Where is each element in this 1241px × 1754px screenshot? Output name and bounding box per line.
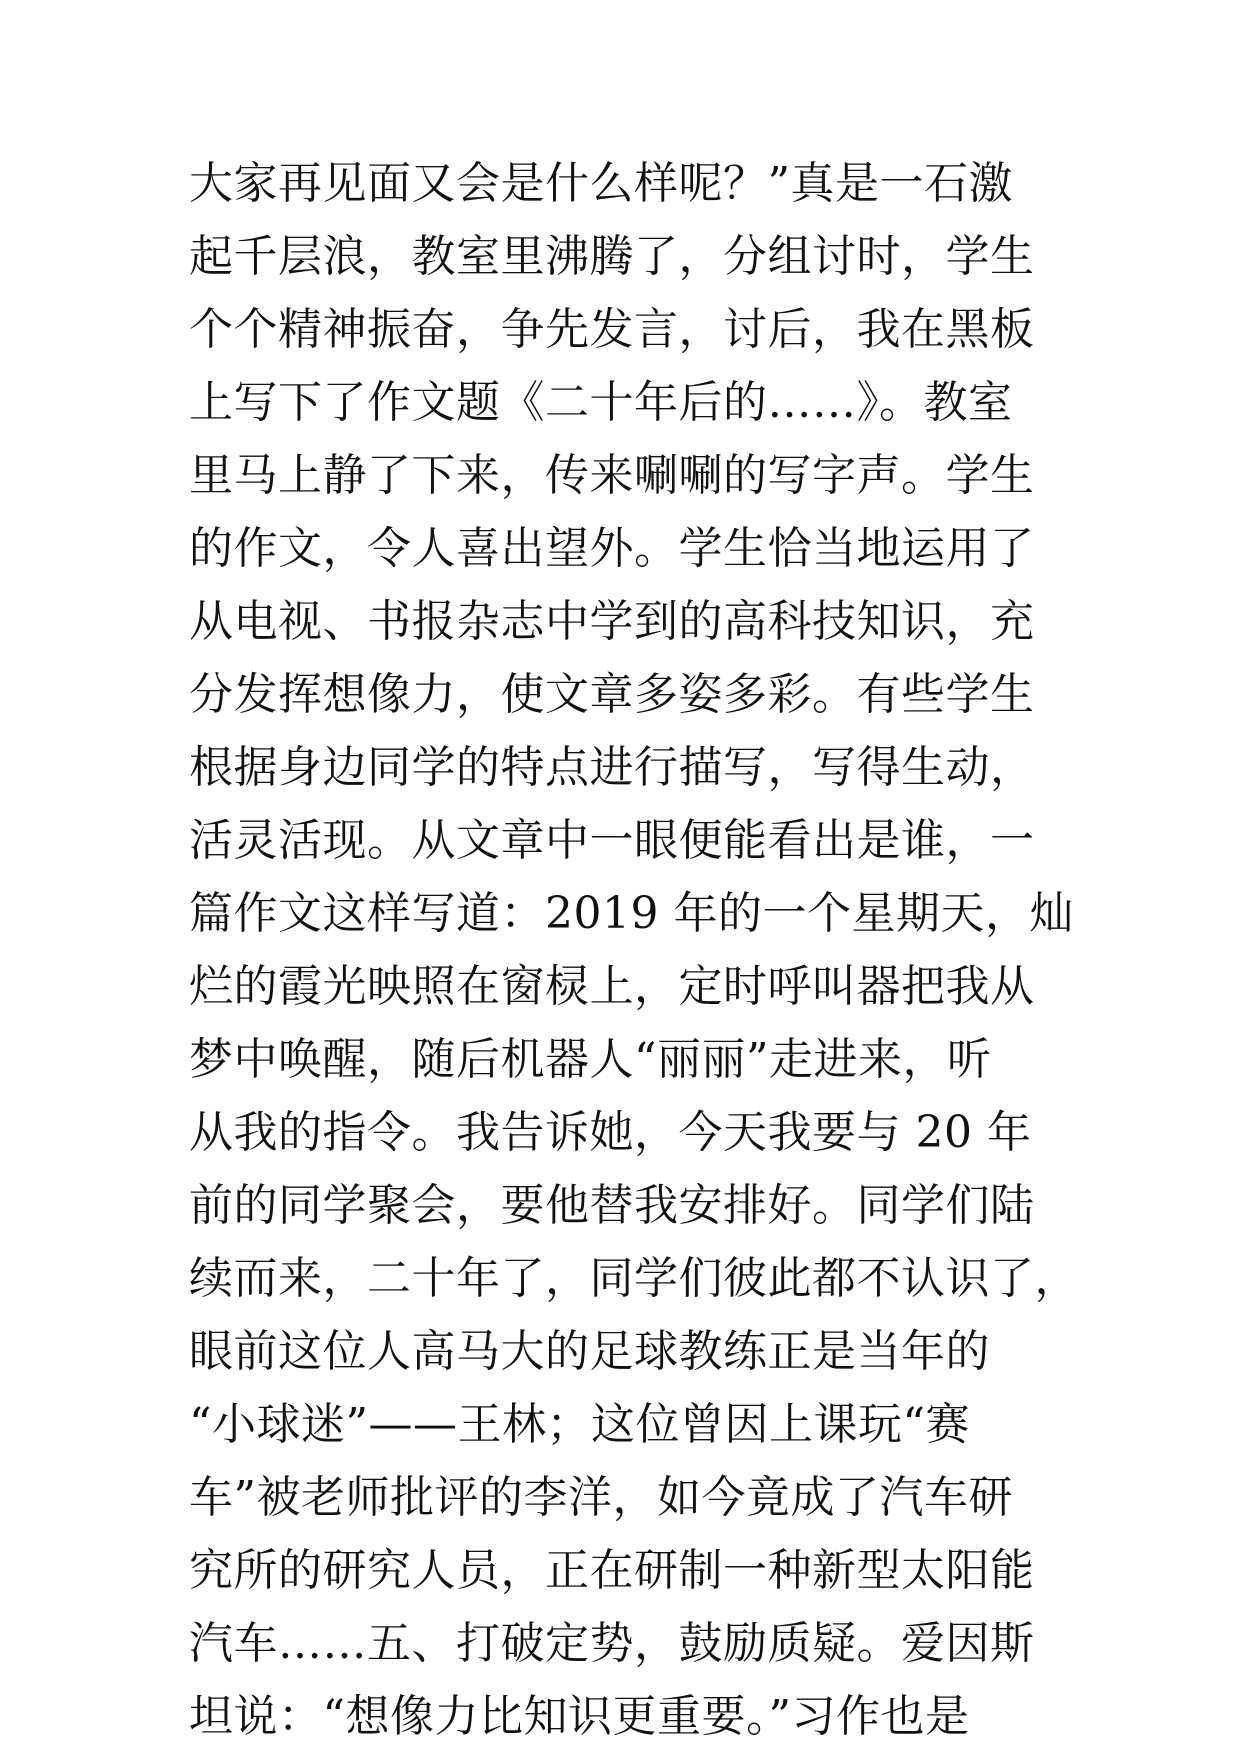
text-line: 汽车……五、打破定势，鼓励质疑。爱因斯 — [189, 1618, 1035, 1669]
text-line: 篇作文这样写道：2019 年的一个星期天，灿 — [189, 888, 1074, 939]
text-line: 眼前这位人高马大的足球教练正是当年的 — [189, 1326, 990, 1377]
text-line: 的作文，令人喜出望外。学生恰当地运用了 — [189, 523, 1035, 574]
text-line: 究所的研究人员，正在研制一种新型太阳能 — [189, 1545, 1035, 1596]
text-line: 前的同学聚会，要他替我安排好。同学们陆 — [189, 1180, 1035, 1231]
text-line: 从电视、书报杂志中学到的高科技知识，充 — [189, 596, 1035, 647]
text-line: 根据身边同学的特点进行描写，写得生动， — [189, 742, 1035, 793]
text-line: 活灵活现。从文章中一眼便能看出是谁，一 — [189, 815, 1035, 866]
text-line: 从我的指令。我告诉她，今天我要与 20 年 — [189, 1107, 1032, 1158]
text-line: 里马上静了下来，传来唰唰的写字声。学生 — [189, 450, 1035, 501]
text-line: 上写下了作文题《二十年后的……》。教室 — [189, 377, 1013, 428]
text-line: 分发挥想像力，使文章多姿多彩。有些学生 — [189, 669, 1035, 720]
text-line: “小球迷”——王林；这位曾因上课玩“赛 — [189, 1399, 970, 1450]
text-line: 梦中唤醒，随后机器人“丽丽”走进来，听 — [189, 1034, 992, 1085]
text-line: 坦说：“想像力比知识更重要。”习作也是 — [189, 1691, 970, 1742]
text-line: 烂的霞光映照在窗棂上，定时呼叫器把我从 — [189, 961, 1035, 1012]
text-line: 大家再见面又会是什么样呢？”真是一石激 — [189, 158, 1013, 209]
text-line: 个个精神振奋，争先发言，讨后，我在黑板 — [189, 304, 1035, 355]
text-line: 起千层浪，教室里沸腾了，分组讨时，学生 — [189, 231, 1035, 282]
body-text — [189, 147, 1079, 1753]
text-line: 续而来，二十年了，同学们彼此都不认识了， — [189, 1253, 1079, 1304]
text-line: 车”被老师批评的李洋，如今竟成了汽车研 — [189, 1472, 1013, 1523]
